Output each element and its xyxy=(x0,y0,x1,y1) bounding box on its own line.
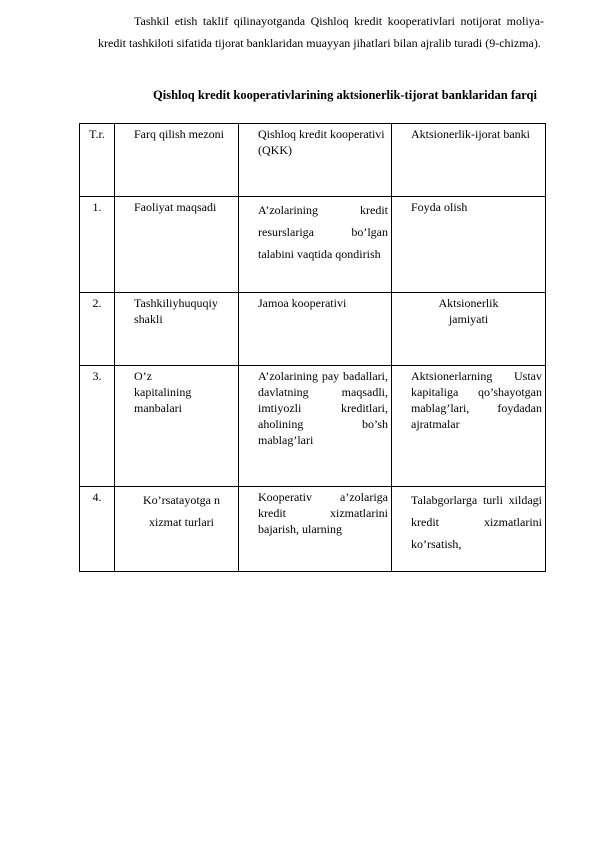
table-row xyxy=(80,487,546,572)
row-qkk xyxy=(239,366,392,487)
row-criterion-text: Tashkiliyhuquqiy shakli xyxy=(134,296,218,326)
row-bank-text: Talabgorlarga turli xildagi kredit xizmatlarini ko’rsatish, xyxy=(411,493,542,551)
row-criterion-text: Faoliyat maqsadi xyxy=(134,200,217,214)
row-qkk-text: Jamoa kooperativi xyxy=(258,296,347,310)
row-criterion xyxy=(115,487,239,572)
row-num: 2. xyxy=(80,293,115,366)
row-criterion-text: Ko’rsatayotga n xizmat turlari xyxy=(143,493,220,529)
row-qkk-text: A’zolarining pay badallari, davlatning maqsadli, imtiyozli kreditlari, aholining bo’sh mablag’lari xyxy=(258,369,388,447)
intro-paragraph: Tashkil etish taklif qilinayotganda Qishloq kredit kooperativlari notijorat moliya-kredit tashkiloti sifatida tijorat banklaridan muayyan jihatlari bilan ajralib turadi (9-chizma). xyxy=(98,14,544,50)
header-bank-text: Aktsionerlik-ijorat banki xyxy=(411,127,530,141)
row-qkk-text: A’zolarining kredit resurslariga bo’lgan talabini vaqtida qondirish xyxy=(258,203,388,261)
row-bank-text: Aktsionerlik jamiyati xyxy=(438,296,499,326)
header-criterion xyxy=(115,124,239,197)
header-num: T.r. xyxy=(80,124,115,197)
row-criterion xyxy=(115,366,239,487)
row-num: 1. xyxy=(80,197,115,293)
table-heading: Qishloq kredit kooperativlarining aktsionerlik-tijorat banklaridan farqi xyxy=(153,88,537,102)
table-header-row xyxy=(80,124,546,197)
row-criterion xyxy=(115,293,239,366)
table-row xyxy=(80,293,546,366)
table-row xyxy=(80,197,546,293)
row-bank xyxy=(392,366,546,487)
row-qkk xyxy=(239,487,392,572)
row-bank xyxy=(392,197,546,293)
row-criterion xyxy=(115,197,239,293)
row-qkk-text: Kooperativ a’zolariga kredit xizmatlarini bajarish, ularning xyxy=(258,490,388,536)
table-row xyxy=(80,366,546,487)
header-qkk xyxy=(239,124,392,197)
row-qkk xyxy=(239,293,392,366)
row-bank-text: Aktsionerlarning Ustav kapitaliga qo’shayotgan mablag’lari, foydadan ajratmalar xyxy=(411,369,542,431)
row-qkk xyxy=(239,197,392,293)
row-bank-text: Foyda olish xyxy=(411,200,468,214)
comparison-table xyxy=(79,123,546,572)
row-num: 3. xyxy=(80,366,115,487)
row-num: 4. xyxy=(80,487,115,572)
row-bank xyxy=(392,487,546,572)
row-bank xyxy=(392,293,546,366)
header-criterion-text: Farq qilish mezoni xyxy=(134,127,224,141)
header-qkk-text: Qishloq kredit kooperativi (QKK) xyxy=(258,127,385,157)
row-criterion-text: O’z kapitalining manbalari xyxy=(134,369,192,415)
header-bank xyxy=(392,124,546,197)
